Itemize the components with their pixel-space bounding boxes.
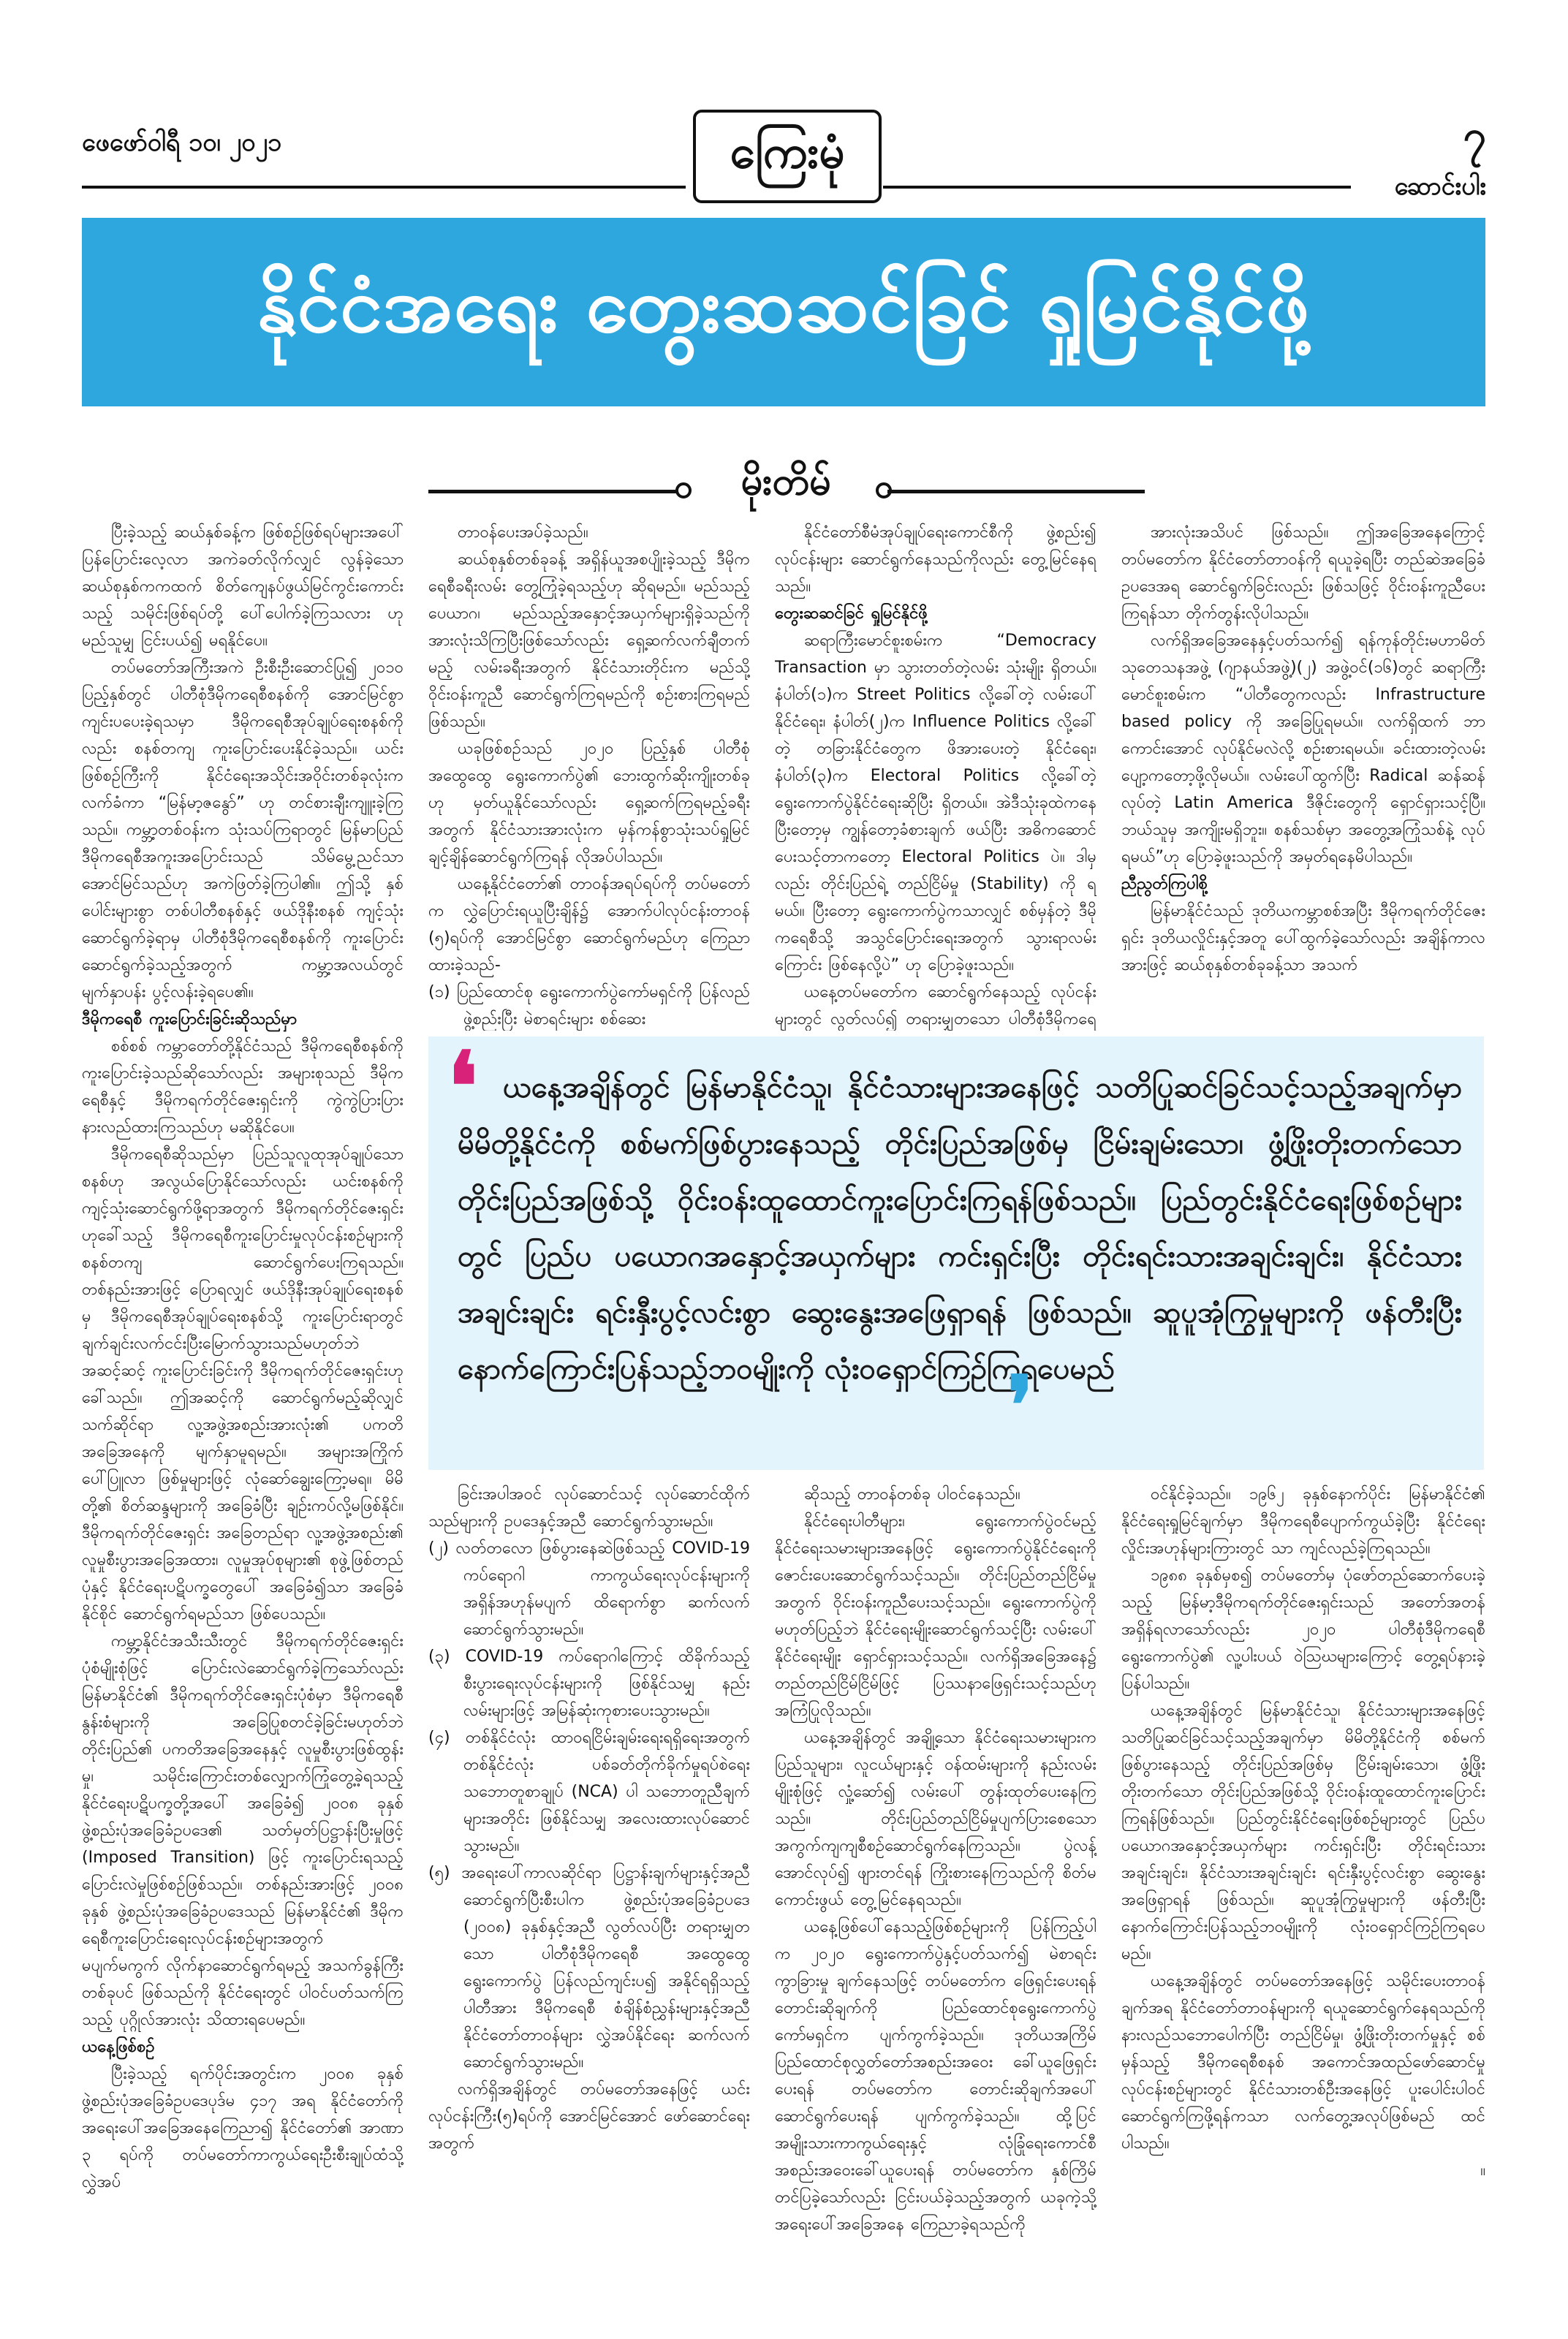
- subheading: ညီညွတ်ကြပါစို့: [1121, 875, 1208, 893]
- pull-quote-text: [458, 1060, 1462, 1398]
- paragraph: ၁၉၈၈ ခုနှစ်မှစ၍ တပ်မတော်မှ ပုံဖော်တည်ဆောက်ပေးခဲ့သည့် မြန်မာ့ဒီမိုကရက်တိုင်ဇေးရှင်းသည် အတော်အတန် အရှိန်ရလာသော်လည်း ၂၀၂၀ ပါတီစုံဒီမိုကရေစီ ရွေးကောက်ပွဲ၏ လူ့ပါးပယ် ဝဲဩဃများကြောင့် တွေ့ရပ်နားခဲ့ပြန်ပါသည်။: [1121, 1566, 1485, 1693]
- paragraph: ယနေ့အချိန်တွင် တပ်မတော်အနေဖြင့် သမိုင်းပေးတာဝန်ချက်အရ နိုင်ငံတော်တာဝန်များကို ရယူဆောင်ရွက်နေရသည်ကို နားလည်သဘောပေါက်ပြီး တည်ငြိမ်မှု၊ ဖွံ့ဖြိုးတိုးတက်မှုနှင့် စစ်မှန်သည့် ဒီမိုကရေစီစနစ် အကောင်အထည်ဖော်ဆောင်မှု လုပ်ငန်းစဉ်များတွင် နိုင်ငံသားတစ်ဦးအနေဖြင့် ပူးပေါင်းပါဝင် ဆောင်ရွက်ကြဖို့ရန်ကသာ လက်တွေ့အလုပ်ဖြစ်မည် ထင်ပါသည်။: [1121, 1972, 1485, 2153]
- column-4-top: [1121, 519, 1485, 1031]
- paragraph: ခြင်းအပါအဝင် လုပ်ဆောင်သင့် လုပ်ဆောင်ထိုက်သည်များကို ဥပဒေနှင့်အညီ ဆောင်ရွက်သွားမည်။: [428, 1485, 750, 1531]
- paragraph: ယနေ့တပ်မတော်က ဆောင်ရွက်နေသည့် လုပ်ငန်းများတွင် လွတ်လပ်၍ တရားမျှတသော ပါတီစုံဒီမိုကရေ: [775, 983, 1097, 1028]
- end-mark: ။: [1480, 2161, 1485, 2180]
- column-1-top: [82, 519, 404, 2324]
- open-quote-icon: ❛: [447, 1031, 478, 1142]
- paragraph: လက်ရှိအချိန်တွင် တပ်မတော်အနေဖြင့် ယင်းလုပ်ငန်းကြီး(၅)ရပ်ကို အောင်မြင်အောင် ဖော်ဆောင်ရေးအတွက်: [428, 2080, 750, 2153]
- paragraph: ဒီမိုကရေစီဆိုသည်မှာ ပြည်သူလူထုအုပ်ချုပ်သော စနစ်ဟု အလွယ်ပြောနိုင်သော်လည်း ယင်းစနစ်ကို ကျင့်သုံးဆောင်ရွက်ဖို့ရာအတွက် ဒီမိုကရက်တိုင်ဇေးရှင်းဟုခေါ်သည့် ဒီမိုကရေစီကူးပြောင်းမှုလုပ်ငန်းစဉ်များကို စနစ်တကျ ဆောင်ရွက်ပေးကြရသည်။ တစ်နည်းအားဖြင့် ပြောရလျှင် ဖယ်ဒိုနီးအုပ်ချုပ်ရေးစနစ်မှ ဒီမိုကရေစီအုပ်ချုပ်ရေးစနစ်သို့ ကူးပြောင်းရာတွင် ချက်ချင်းလက်ငင်းပြီးမြောက်သွားသည်မဟုတ်ဘဲ အဆင့်ဆင့် ကူးပြောင်းခြင်းကို ဒီမိုကရက်တိုင်ဇေးရှင်းဟု ခေါ်သည်။ ဤအဆင့်ကို ဆောင်ရွက်မည့်ဆိုလျှင် သက်ဆိုင်ရာ လူ့အဖွဲ့အစည်းအားလုံး၏ ပကတိအခြေအနေကို မျက်နှာမူရမည်။ အများအကြိုက် ပေါ်ပြူလာ ဖြစ်မှုများဖြင့် လုံဆော်ချွေးကြော့မရ။ မိမိတို့၏ စိတ်ဆန္ဒများကို အခြေခံပြီး ချဉ်းကပ်လို့မဖြစ်နိုင်။ ဒီမိုကရက်တိုင်ဇေးရှင်း အခြေတည်ရာ လူ့အဖွဲ့အစည်း၏ လူမှုစီးပွားအခြေအထား၊ လူမှုအုပ်စုများ၏ စုဖွဲ့ဖြစ်တည်ပုံနှင့် နိုင်ငံရေးပဋိပက္ခတွေပေါ် အခြေခံ၍သာ အခြေခံနိုင်စိုင် ဆောင်ရွက်ရမည်သာ ဖြစ်ပေသည်။: [82, 1145, 404, 1623]
- paragraph: ဆယ်စုနှစ်တစ်ခုခန့် အရှိန်ယူအစပျိုးခဲ့သည့် ဒီမိုကရေစီခရီးလမ်း တွေ့ကြုံခဲ့ရသည့်ဟု ဆိုရမည်။ မည်သည့်ပေယာဂ၊ မည်သည့်အနှောင့်အယှက်များရှိခဲ့သည်ကို အားလုံးသိကြပြီးဖြစ်သော်လည်း ရှေ့ဆက်လက်ချီတက်မည့် လမ်းခရီးအတွက် နိုင်ငံသားတိုင်းက မည်သို့ ဝိုင်းဝန်းကူညီ ဆောင်ရွက်ကြရမည်ကို စဉ်းစားကြရမည် ဖြစ်သည်။: [428, 550, 750, 731]
- close-quote-icon: ❜: [1007, 1358, 1034, 1452]
- paragraph: ဆိုသည့် တာဝန်တစ်ခု ပါဝင်နေသည်။: [804, 1485, 1020, 1504]
- pull-quote-body: ယနေ့အချိန်တွင် မြန်မာနိုင်ငံသူ၊ နိုင်ငံသားများအနေဖြင့် သတိပြုဆင်ခြင်သင့်သည့်အချက်မှာ မိမိတို့နိုင်ငံကို စစ်မက်ဖြစ်ပွားနေသည့် တိုင်းပြည်အဖြစ်မှ ငြိမ်းချမ်းသော၊ ဖွံ့ဖြိုးတိုးတက်သော တိုင်းပြည်အဖြစ်သို့ ဝိုင်းဝန်းထူထောင်ကူးပြောင်းကြရန်ဖြစ်သည်။ ပြည်တွင်းနိုင်ငံရေးဖြစ်စဉ်များတွင် ပြည်ပ ပယောဂအနှောင့်အယှက်များ ကင်းရှင်းပြီး တိုင်းရင်းသားအချင်းချင်း၊ နိုင်ငံသားအချင်းချင်း ရင်းနှီးပွင့်လင်းစွာ ဆွေးနွေးအဖြေရှာရန် ဖြစ်သည်။ ဆူပူအုံကြွမှုများကို ဖန်တီးပြီး နောက်ကြောင်းပြန်သည့်ဘဝမျိုးကို လုံးဝရှောင်ကြဉ်ကြရပေမည်: [458, 1071, 1462, 1386]
- paragraph: ပြီးခဲ့သည့် ရက်ပိုင်းအတွင်းက ၂၀၀၈ ခုနှစ် ဖွဲ့စည်းပုံအခြေခံဥပဒေပုဒ်မ ၄၁၇ အရ နိုင်ငံတော်ကို အရေးပေါ်အခြေအနေကြေညာ၍ နိုင်ငံတော်၏ အာဏာ ၃ ရပ်ကို တပ်မတော်ကာကွယ်ရေးဦးစီးချုပ်ထံသို့ လွှဲအပ်: [82, 2065, 404, 2191]
- paragraph: ယနေ့ဖြစ်ပေါ်နေသည့်ဖြစ်စဉ်များကို ပြန်ကြည့်ပါက ၂၀၂၀ ရွေးကောက်ပွဲနှင့်ပတ်သက်၍ မဲစာရင်းကွာခြားမှု ချက်နေသဖြင့် တပ်မတော်က ဖြေရှင်းပေးရန် တောင်းဆိုချက်ကို ပြည်ထောင်စုရွေးကောက်ပွဲကော်မရှင်က ပျက်ကွက်ခဲ့သည်။ ဒုတိယအကြိမ်ပြည်ထောင်စုလွှတ်တော်အစည်းအဝေး ခေါ်ယူဖြေရှင်းပေးရန် တပ်မတော်က တောင်းဆိုချက်အပေါ် ဆောင်ရွက်ပေးရန် ပျက်ကွက်ခဲ့သည်။ ထို့ပြင် အမျိုးသားကာကွယ်ရေးနှင့် လုံခြုံရေးကောင်စီ အစည်းအဝေးခေါ်ယူပေးရန် တပ်မတော်က နှစ်ကြိမ် တင်ပြခဲ့သော်လည်း ငြင်းပယ်ခဲ့သည့်အတွက် ယခုကဲ့သို့ အရေးပေါ်အခြေအနေ ကြေညာခဲ့ရသည်ကို: [775, 1918, 1097, 2234]
- paragraph: ယနေ့အချိန်တွင် အချို့သော နိုင်ငံရေးသမားများက ပြည်သူများ၊ လူငယ်များနှင့် ဝန်ထမ်းများကို နည်းလမ်းမျိုးစုံဖြင့် လှုံ့ဆော်၍ လမ်းပေါ် တွန်းထုတ်ပေးနေကြသည်။ တိုင်းပြည်တည်ငြိမ်မှုပျက်ပြားစေသော အကွက်ကျကျစီစဉ်ဆောင်ရွက်နေကြသည်။ ပွဲလန့်အောင်လုပ်၍ ဖျားတင်ရန် ကြိုးစားနေကြသည်ကို စိတ်မကောင်းဖွယ် တွေ့မြင်နေရသည်။: [775, 1729, 1097, 1909]
- paragraph: စစ်စစ် ကမ္ဘာတော်တို့နိုင်ငံသည် ဒီမိုကရေစီစနစ်ကို ကူးပြောင်းခဲ့သည်ဆိုသော်လည်း အများစုသည် ဒီမိုကရေစီနှင့် ဒီမိုကရက်တိုင်ဇေးရှင်းကို ကွဲကွဲပြားပြား နားလည်ထားကြသည်ဟု မဆိုနိုင်ပေ။: [82, 1037, 404, 1137]
- column-3-top: [775, 519, 1097, 1031]
- numbered-item: (၃) COVID-19 ကပ်ရောဂါကြောင့် ထိခိုက်သည့် စီးပွားရေးလုပ်ငန်းများကို ဖြစ်နိုင်သမျှ နည်းလမ်းများဖြင့် အမြန်ဆုံးကုစားပေးသွားမည်။: [428, 1648, 750, 1720]
- paragraph: တာဝန်ပေးအပ်ခဲ့သည်။: [458, 523, 588, 542]
- paragraph: နိုင်ငံတော်စီမံအုပ်ချုပ်ရေးကောင်စီကို ဖွဲ့စည်း၍ လုပ်ငန်းများ ဆောင်ရွက်နေသည်ကိုလည်း တွေ့မြင်နေရသည်။: [775, 523, 1097, 596]
- section-name: ဆောင်းပါး: [1394, 172, 1486, 201]
- paragraph: မြန်မာနိုင်ငံသည် ဒုတိယကမ္ဘာစစ်အပြီး ဒီမိုကရက်တိုင်ဇေးရှင်း ဒုတိယလှိုင်းနှင့်အတူ ပေါ်ထွက်ခဲ့သော်လည်း အချိန်ကာလအားဖြင့် ဆယ်စုနှစ်တစ်ခုခန့်သာ အသက်: [1121, 902, 1485, 974]
- paragraph: ကမ္ဘာ့နိုင်ငံအသီးသီးတွင် ဒီမိုကရက်တိုင်ဇေးရှင်း ပုံစံမျိုးစုံဖြင့် ပြောင်းလဲဆောင်ရွက်ခဲ့ကြသော်လည်း မြန်မာနိုင်ငံ၏ ဒီမိုကရက်တိုင်ဇေးရှင်းပုံစံမှာ ဒီမိုကရေစီ နွန်းစံများကို အခြေပြုစတင်ခဲ့ခြင်းမဟုတ်ဘဲ တိုင်းပြည်၏ ပကတိအခြေအနေနှင့် လူမှုစီးပွားဖြစ်ထွန်းမှု၊ သမိုင်းကြောင်းတစ်လျှောက်ကြုံတွေ့ခဲ့ရသည့် နိုင်ငံရေးပဋိပက္ခတို့အပေါ် အခြေခံ၍ ၂၀၀၈ ခုနှစ် ဖွဲ့စည်းပုံအခြေခံဥပဒေ၏ သတ်မှတ်ပြဋ္ဌာန်းပြီးမှုဖြင့် (Imposed Transition) ဖြင့် ကူးပြောင်းရသည့်ပြောင်းလဲမှုဖြစ်စဉ်ဖြစ်သည်။ တစ်နည်းအားဖြင့် ၂၀၀၈ ခုနှစ် ဖွဲ့စည်းပုံအခြေခံဥပဒေသည် မြန်မာနိုင်ငံ၏ ဒီမိုကရေစီကူးပြောင်းရေးလုပ်ငန်းစဉ်များအတွက် မပျက်မကွက် လိုက်နာဆောင်ရွက်ရမည့် အသက်ခွန်ကြီးတစ်ခုပင် ဖြစ်သည်ကို နိုင်ငံရေးတွင် ပါဝင်ပတ်သက်ကြသည့် ပုဂ္ဂိုလ်အားလုံး သိထားရပေမည်။: [82, 1632, 404, 2029]
- column-2-top: [428, 519, 750, 1031]
- paragraph: ဝင်နိုင်ခဲ့သည်။ ၁၉၆၂ ခုနှစ်နောက်ပိုင်း မြန်မာနိုင်ငံ၏ နိုင်ငံရေးရှုမြင်ချက်မှာ ဒီမိုကရေစီပျောက်ကွယ်ခဲ့ပြီး နိုင်ငံရေး လှိုင်းအဟုန်များကြားတွင် သာ ကျင်လည်ခဲ့ကြရသည်။: [1121, 1485, 1485, 1558]
- subheading: တွေးဆဆင်ခြင် ရှုမြင်နိုင်ဖို့: [775, 604, 928, 623]
- article-title: နိုင်ငံအရေး တွေးဆဆင်ခြင် ရှုမြင်နိုင်ဖို့: [257, 260, 1311, 349]
- header-rule-left: [82, 186, 686, 189]
- column-3-bottom: [775, 1481, 1097, 2324]
- newspaper-logo: ကြေးမုံ: [693, 110, 882, 203]
- page-header: [0, 0, 1568, 216]
- numbered-item: (၂) လတ်တလော ဖြစ်ပွားနေဆဲဖြစ်သည့် COVID-19 ကပ်ရောဂါ ကာကွယ်ရေးလုပ်ငန်းများကို အရှိန်အဟုန်မပျက် ထိရောက်စွာ ဆက်လက်ဆောင်ရွက်သွားမည်။: [428, 1539, 750, 1639]
- subheading: ယနေ့ဖြစ်စဉ်: [82, 2038, 155, 2056]
- numbered-item: (၁) ပြည်ထောင်စု ရွေးကောက်ပွဲကော်မရှင်ကို ပြန်လည်ဖွဲ့စည်းပြီး မဲစာရင်းများ စစ်ဆေး: [428, 983, 750, 1028]
- paragraph: ပြီးခဲ့သည့် ဆယ်နှစ်ခန့်က ဖြစ်စဉ်ဖြစ်ရပ်များအပေါ် ပြန်ပြောင်းလေ့လာ အကဲခတ်လိုက်လျှင် လွန်ခဲ့သော ဆယ်စုနှစ်ကကထက် စိတ်ကျေနပ်ဖွယ်မြင်ကွင်းကောင်းသည့် သမိုင်းဖြစ်ရပ်တို့ ပေါ်ပေါက်ခဲ့ကြသလား ဟု မည်သူမျှ ငြင်းပယ်၍ မရနိုင်ပေ။: [82, 523, 404, 650]
- title-banner: [82, 218, 1485, 406]
- issue-date: ဖေဖော်ဝါရီ ၁၀၊ ၂၀၂၁: [82, 128, 282, 157]
- column-2-bottom: [428, 1481, 750, 2324]
- paragraph: လက်ရှိအခြေအနေနှင့်ပတ်သက်၍ ရန်ကုန်တိုင်းမဟာမိတ်သုတေသနအဖွဲ့ (ဂျာနယ်အဖွဲ့)(၂) အဖွဲ့ဝင်(၁၆)တွင် ဆရာကြီးမောင်စူးစမ်းက “ပါတီတွေကလည်း Infrastructure based policy ကို အခြေပြုရမယ်။ လက်ရှိထက် ဘာကောင်းအောင် လုပ်နိုင်မလဲလို့ စဉ်းစားရမယ်။ ခင်းထားတဲ့လမ်းပျော့ကတော့ဖို့လိုမယ်။ လမ်းပေါ်ထွက်ပြီး Radical ဆန်ဆန်လုပ်တဲ့ Latin America ဒီဇိုင်းတွေကို ရှောင်ရှားသင့်ပြီ။ ဘယ်သူမှ အကျိုးမရှိဘူး။ စနစ်သစ်မှာ အတွေ့အကြုံသစ်နဲ့ လုပ်ရမယ်”ဟု ပြောခဲ့ဖူးသည်ကို အမှတ်ရနေမိပါသည်။: [1121, 632, 1485, 866]
- paragraph: ဆရာကြီးမောင်စူးစမ်းက “Democracy Transaction မှာ သွားတတ်တဲ့လမ်း သုံးမျိုး ရှိတယ်။ နံပါတ်(၁)က Street Politics လို့ခေါ်တဲ့ လမ်းပေါ်နိုင်ငံရေး၊ နံပါတ်(၂)က Influence Politics လို့ခေါ်တဲ့ တခြားနိုင်ငံတွေက ဖိအားပေးတဲ့ နိုင်ငံရေး၊ နံပါတ်(၃)က Electoral Politics လို့ခေါ်တဲ့ ရွေးကောက်ပွဲနိုင်ငံရေးဆိုပြီး ရှိတယ်။ အဲဒီသုံးခုထဲကနေပြီးတော့မှ ကျွန်တော့ခံစားချက် ဖယ်ပြီး အဓိကဆောင်ပေးသင့်တာကတော့ Electoral Politics ပဲ။ ဒါမှလည်း တိုင်းပြည်ရဲ့ တည်ငြိမ်မှု (Stability) ကို ရမယ်။ ပြီးတော့ ရွေးကောက်ပွဲကသာလျှင် စစ်မှန်တဲ့ ဒီမိုကရေစီသို့ အသွင်ပြောင်းရေးအတွက် သွားရာလမ်းကြောင်း ဖြစ်နေလို့ပဲ” ဟု ပြောခဲ့ဖူးသည်။: [775, 632, 1097, 974]
- paragraph: ယနေ့နိုင်ငံတော်၏ တာဝန်အရပ်ရပ်ကို တပ်မတော်က လွှဲပြောင်းရယူပြီးချိန်၌ အောက်ပါလုပ်ငန်းတာဝန် (၅)ရပ်ကို အောင်မြင်စွာ ဆောင်ရွက်မည်ဟု ကြေညာထားခဲ့သည်-: [428, 875, 750, 974]
- author-ornament-left: [675, 482, 692, 498]
- paragraph: နိုင်ငံရေးပါတီများ၊ ရွေးကောက်ပွဲဝင်မည့် နိုင်ငံရေးသမားများအနေဖြင့် ရွေးကောက်ပွဲနိုင်ငံရေးကို ဇောင်းပေးဆောင်ရွက်သင့်သည်။ တိုင်းပြည်တည်ငြိမ်မှုအတွက် ဝိုင်းဝန်းကူညီပေးသင့်သည်။ ရွေးကောက်ပွဲကို မဟုတ်ပြည့်ဘဲ နိုင်ငံရေးမျိုးဆောင်ရွက်သင့်ပြီး လမ်းပေါ်နိုင်ငံရေးမျိုး ရှောင်ရှားသင့်သည်။ လက်ရှိအခြေအနေ၌ တည်တည်ငြိမ်ငြိမ်ဖြင့် ပြဿနာဖြေရှင်းသင့်သည်ဟု အကြံပြုလိုသည်။: [775, 1512, 1097, 1720]
- numbered-item: (၅) အရေးပေါ်ကာလဆိုင်ရာ ပြဋ္ဌာန်းချက်များနှင့်အညီ ဆောင်ရွက်ပြီးစီးပါက ဖွဲ့စည်းပုံအခြေခံဥပဒေ (၂၀၀၈) ခုနှစ်နှင့်အညီ လွတ်လပ်ပြီး တရားမျှတသော ပါတီစုံဒီမိုကရေစီ အထွေထွေ ရွေးကောက်ပွဲ ပြန်လည်ကျင်းပ၍ အနိုင်ရရှိသည့် ပါတီအား ဒီမိုကရေစီ စံချိန်စံညွှန်းများနှင့်အညီ နိုင်ငံတော်တာဝန်များ လွှဲအပ်နိုင်ရေး ဆက်လက်ဆောင်ရွက်သွားမည်။: [428, 1864, 750, 2071]
- author-rule-right: [887, 490, 1145, 493]
- paragraph: ယခုဖြစ်စဉ်သည် ၂၀၂၀ ပြည့်နှစ် ပါတီစုံအထွေထွေ ရွေးကောက်ပွဲ၏ ဘေးထွက်ဆိုးကျိုးတစ်ခုဟု မှတ်ယူနိုင်သော်လည်း ရှေ့ဆက်ကြရမည့်ခရီးအတွက် နိုင်ငံသားအားလုံးက မှန်ကန်စွာသုံးသပ်ရှုမြင် ချင့်ချိန်ဆောင်ရွက်ကြရန် လိုအပ်ပါသည်။: [428, 740, 750, 866]
- paragraph: တပ်မတော်အကြီးအကဲ ဦးစီးဦးဆောင်ပြု၍ ၂၀၁၀ ပြည့်နှစ်တွင် ပါတီစုံဒီမိုကရေစီစနစ်ကို အောင်မြင်စွာ ကျင်းပပေးခဲ့ရသမှာ ဒီမိုကရေစီအုပ်ချုပ်ရေးစနစ်ကိုလည်း စနစ်တကျ ကူးပြောင်းပေးနိုင်ခဲ့သည်။ ယင်းဖြစ်စဉ်ကြီးကို နိုင်ငံရေးအသိုင်းအဝိုင်းတစ်ခုလုံးက လက်ခံကာ “မြန်မာ့ဇနွော်” ဟု တင်စားချီးကျူးခဲ့ကြသည်။ ကမ္ဘာ့တစ်ဝန်းက သုံးသပ်ကြရာတွင် မြန်မာပြည် ဒီမိုကရေစီအကူးအပြောင်းသည် သိမ်မွေ့ညင်သာ အောင်မြင်သည်ဟု အကဲဖြတ်ခဲ့ကြပါ၏။ ဤသို့ နှစ်ပေါင်းများစွာ တစ်ပါတီစနစ်နှင့် ဖယ်ဒိုနီးစနစ် ကျင့်သုံးဆောင်ရွက်ခဲ့ရာမှ ပါတီစုံဒီမိုကရေစီစနစ်ကို ကူးပြောင်းဆောင်ရွက်ခဲ့သည့်အတွက် ကမ္ဘာ့အလယ်တွင် မျက်နှာပန်း ပွင့်လန်းခဲ့ရပေ၏။: [82, 659, 404, 1001]
- paragraph: အားလုံးအသိပင် ဖြစ်သည်။ ဤအခြေအနေကြောင့် တပ်မတော်က နိုင်ငံတော်တာဝန်ကို ရယူခဲ့ရပြီး တည်ဆဲအခြေခံဥပဒေအရ ဆောင်ရွက်ခြင်းလည်း ဖြစ်သဖြင့် ဝိုင်းဝန်းကူညီပေးကြရန်သာ တိုက်တွန်းလိုပါသည်။: [1121, 523, 1485, 623]
- numbered-item: (၄) တစ်နိုင်ငံလုံး ထာဝရငြိမ်းချမ်းရေးရရှိရေးအတွက် တစ်နိုင်ငံလုံး ပစ်ခတ်တိုက်ခိုက်မှုရပ်စဲရေးသဘောတူစာချုပ် (NCA) ပါ သဘောတူညီချက်များအတိုင်း ဖြစ်နိုင်သမျှ အလေးထားလုပ်ဆောင်သွားမည်။: [428, 1729, 750, 1855]
- page-number: ၇: [1463, 112, 1486, 159]
- column-4-bottom: [1121, 1481, 1485, 2324]
- paragraph: ယနေ့အချိန်တွင် မြန်မာနိုင်ငံသူ၊ နိုင်ငံသားများအနေဖြင့် သတိပြုဆင်ခြင်သင့်သည့်အချက်မှာ မိမိတို့နိုင်ငံကို စစ်မက်ဖြစ်ပွားနေသည့် တိုင်းပြည်အဖြစ်မှ ငြိမ်းချမ်းသော၊ ဖွံ့ဖြိုးတိုးတက်သော တိုင်းပြည်အဖြစ်သို့ ဝိုင်းဝန်းထူထောင်ကူးပြောင်းကြရန်ဖြစ်သည်။ ပြည်တွင်းနိုင်ငံရေးဖြစ်စဉ်များတွင် ပြည်ပ ပယောဂအနှောင့်အယှက်များ ကင်းရှင်းပြီး တိုင်းရင်းသားအချင်းချင်း၊ နိုင်ငံသားအချင်းချင်း ရင်းနှီးပွင့်လင်းစွာ ဆွေးနွေးအဖြေရှာရန် ဖြစ်သည်။ ဆူပူအုံကြွမှုများကို ဖန်တီးပြီး နောက်ကြောင်းပြန်သည့်ဘဝမျိုးကို လုံးဝရှောင်ကြဉ်ကြရပေမည်။: [1121, 1702, 1485, 1963]
- article-author: မိုးတိမ်: [741, 460, 831, 504]
- header-rule-right: [883, 186, 1351, 189]
- author-rule-left: [428, 490, 683, 493]
- subheading: ဒီမိုကရေစီ ကူးပြောင်းခြင်းဆိုသည်မှာ: [82, 1010, 298, 1028]
